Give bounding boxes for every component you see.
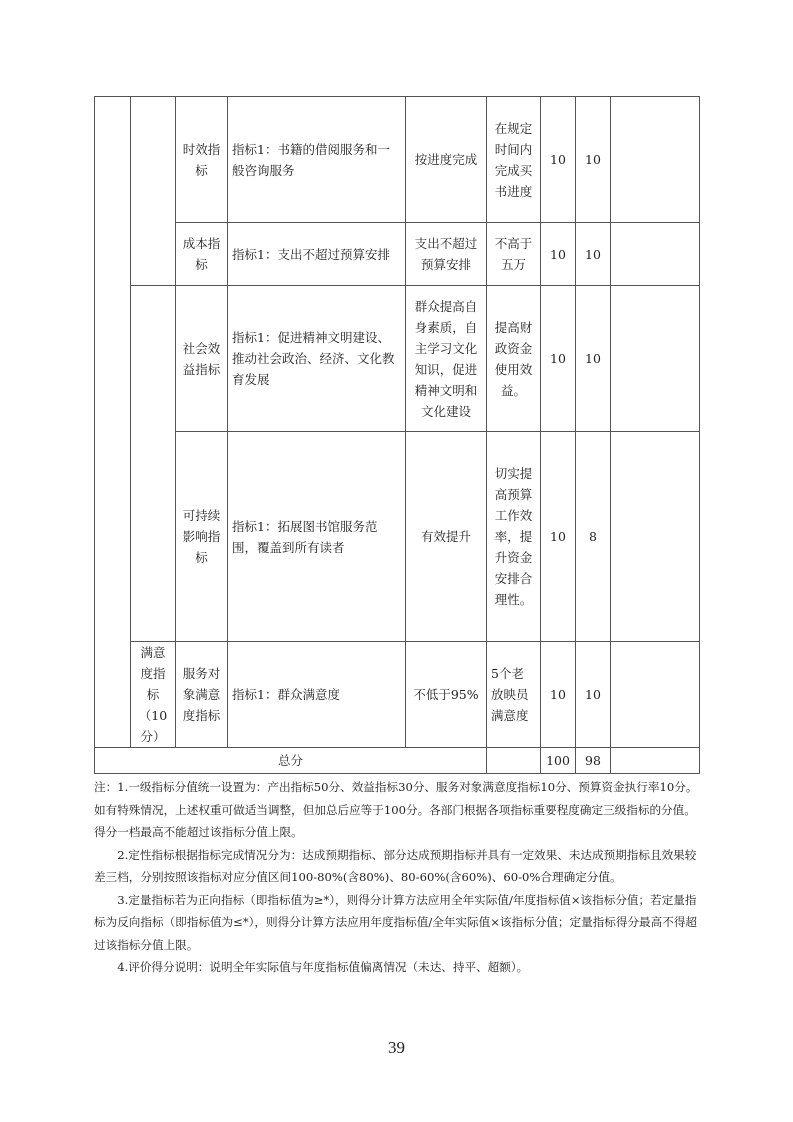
notes-section <box>94 776 704 979</box>
note-3: 3.定量指标若为正向指标（即指标值为≥*），则得分计算方法应用全年实际值/年度指标值×该指标分值；若定量指标为反向指标（即指标值为≤*），则得分计算方法应用年度指标值/全年实际值×该指标分值；定量指标得分最高不得超过该指标分值上限。 <box>94 892 698 952</box>
remark-cell <box>611 642 700 748</box>
actual-cell: 5个老放映员满意度 <box>487 642 541 748</box>
score-cell: 10 <box>576 642 611 748</box>
score-cell: 10 <box>576 286 611 432</box>
level3-cell: 社会效益指标 <box>176 286 228 432</box>
level3-cell: 服务对象满意度指标 <box>176 642 228 748</box>
indicator-cell: 指标1：拓展图书馆服务范围，覆盖到所有读者 <box>228 432 406 642</box>
table-row <box>95 642 700 748</box>
remark-cell <box>611 97 700 223</box>
actual-cell: 不高于五万 <box>487 223 541 286</box>
target-cell: 群众提高自身素质，自主学习文化知识，促进精神文明和文化建设 <box>406 286 487 432</box>
level2-cell <box>131 97 176 286</box>
level3-cell: 成本指标 <box>176 223 228 286</box>
total-row <box>95 748 700 774</box>
remark-cell <box>611 432 700 642</box>
indicator-cell: 指标1：促进精神文明建设、推动社会政治、经济、文化教育发展 <box>228 286 406 432</box>
target-cell: 支出不超过预算安排 <box>406 223 487 286</box>
score-cell: 10 <box>576 223 611 286</box>
total-remark-cell <box>611 748 700 774</box>
level1-cell <box>95 97 131 748</box>
level2-cell: 满意度指标（10分） <box>131 642 176 748</box>
score-cell: 10 <box>576 97 611 223</box>
level3-cell: 可持续影响指标 <box>176 432 228 642</box>
actual-cell: 切实提高预算工作效率，提升资金安排合理性。 <box>487 432 541 642</box>
table-row <box>95 286 700 432</box>
score-cell: 8 <box>576 432 611 642</box>
page-number: 39 <box>388 1038 405 1057</box>
weight-cell: 10 <box>541 97 576 223</box>
note-4: 4.评价得分说明：说明全年实际值与年度指标值偏离情况（未达、持平、超额）。 <box>117 960 529 974</box>
target-cell: 有效提升 <box>406 432 487 642</box>
level3-cell: 时效指标 <box>176 97 228 223</box>
table-row <box>95 223 700 286</box>
remark-cell <box>611 286 700 432</box>
remark-cell <box>611 223 700 286</box>
actual-cell: 提高财政资金使用效益。 <box>487 286 541 432</box>
table-row <box>95 432 700 642</box>
total-actual-cell <box>487 748 541 774</box>
total-label: 总分 <box>95 748 487 774</box>
indicator-cell: 指标1：书籍的借阅服务和一般咨询服务 <box>228 97 406 223</box>
note-2: 2.定性指标根据指标完成情况分为：达成预期指标、部分达成预期指标并具有一定效果、未达成预期指标且效果较差三档，分别按照该指标对应分值区间100-80%(含80%)、80-60%(含60%)、60-0%合理确定分值。 <box>94 847 697 884</box>
performance-evaluation-table <box>94 96 700 774</box>
weight-cell: 10 <box>541 642 576 748</box>
weight-cell: 10 <box>541 223 576 286</box>
weight-cell: 10 <box>541 286 576 432</box>
level2-cell <box>131 286 176 642</box>
table-row <box>95 97 700 223</box>
note-1: 注：1.一级指标分值统一设置为：产出指标50分、效益指标30分、服务对象满意度指标10分、预算资金执行率10分。如有特殊情况，上述权重可做适当调整，但加总后应等于100分。各部门根据各项指标重要程度确定三级指标的分值。得分一档最高不能超过该指标分值上限。 <box>94 780 698 839</box>
total-score: 98 <box>576 748 611 774</box>
indicator-cell: 指标1：群众满意度 <box>228 642 406 748</box>
indicator-cell: 指标1：支出不超过预算安排 <box>228 223 406 286</box>
weight-cell: 10 <box>541 432 576 642</box>
target-cell: 不低于95% <box>406 642 487 748</box>
total-weight: 100 <box>541 748 576 774</box>
target-cell: 按进度完成 <box>406 97 487 223</box>
actual-cell: 在规定时间内完成买书进度 <box>487 97 541 223</box>
